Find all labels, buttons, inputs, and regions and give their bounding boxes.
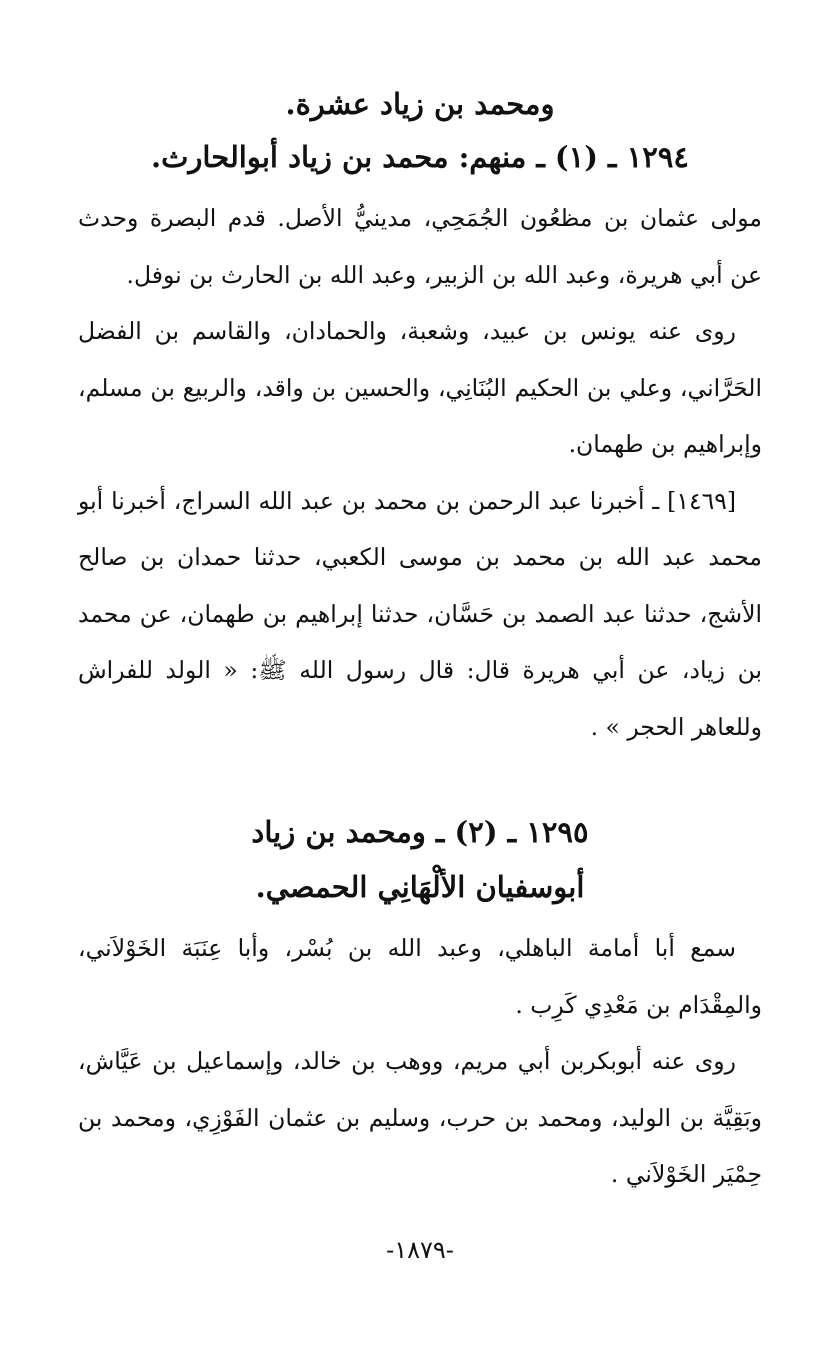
book-page (78, 0, 762, 1351)
page-number: -١٨٧٩- (386, 1236, 454, 1264)
entry-1295-teachers: سمع أبا أمامة الباهلي، وعبد الله بن بُسْر، وأبا عِنَبَة الخَوْلاَني، والمِقْدَام بن مَعْدِي كَرِب . (78, 934, 762, 1019)
entry-1294-heading: ١٢٩٤ ـ (١) ـ منهم: محمد بن زياد أبوالحارث. (151, 140, 689, 174)
entry-1294-biography: مولى عثمان بن مظعُون الجُمَحِي، مدينيُّ الأصل. قدم البصرة وحدث عن أبي هريرة، وعبد الله بن الزبير، وعبد الله بن الحارث بن نوفل. (78, 204, 762, 289)
entry-1295-heading: ١٢٩٥ ـ (٢) ـ ومحمد بن زياد (251, 815, 589, 849)
entry-1294-hadith: [١٤٦٩] ـ أخبرنا عبد الرحمن بن محمد بن عبد الله السراج، أخبرنا أبو محمد عبد الله بن محمد بن موسى الكعبي، حدثنا حمدان بن صالح الأشج، حدثنا عبد الصمد بن حَسَّان، حدثنا إبراهيم بن طهمان، عن محمد بن زياد، عن أبي هريرة قال: قال رسول الله ﷺ: « الولد للفراش وللعاهر الحجر » . (78, 486, 762, 741)
section-title: ومحمد بن زياد عشرة. (285, 87, 555, 121)
entry-1294-narrators: روى عنه يونس بن عبيد، وشعبة، والحمادان، والقاسم بن الفضل الحَرَّاني، وعلي بن الحكيم البُنَانِي، والحسين بن واقد، والربيع بن مسلم، وإبراهيم بن طهمان. (78, 317, 762, 458)
entry-1295-subheading: أبوسفيان الألْهَانِي الحمصي. (255, 870, 585, 904)
entry-1295-narrators: روى عنه أبوبكربن أبي مريم، ووهب بن خالد، وإسماعيل بن عَيَّاش، وبَقِيَّة بن الوليد، ومحمد بن حرب، وسليم بن عثمان الفَوْزِي، ومحمد بن حِمْيَر الخَوْلاَني . (78, 1047, 762, 1188)
